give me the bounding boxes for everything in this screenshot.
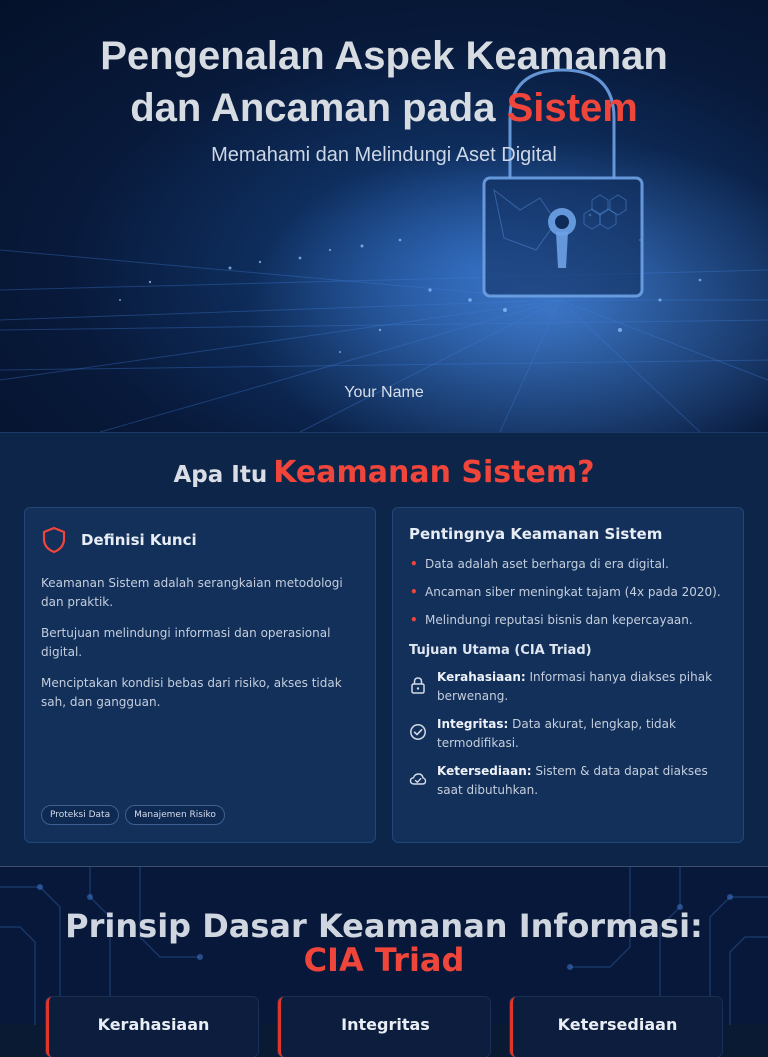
cia-card-label: Integritas [341, 1015, 430, 1034]
tag-list [41, 805, 225, 825]
cia-item-ketersediaan [409, 762, 727, 800]
lock-icon [409, 676, 427, 694]
definition-paragraph: Keamanan Sistem adalah serangkaian metodologi dan praktik. [41, 576, 343, 609]
definition-card-heading: Definisi Kunci [81, 531, 197, 549]
what-is-system-security-slide [0, 432, 768, 866]
tag-proteksi-data[interactable]: Proteksi Data [41, 805, 119, 825]
cia-triad-slide [0, 866, 768, 1034]
list-item: • Ancaman siber meningkat tajam (4x pada 2020). [410, 585, 721, 599]
definition-card-header [41, 526, 359, 554]
hero-subtitle: Memahami dan Melindungi Aset Digital [211, 144, 557, 166]
cia-term: Kerahasiaan: [437, 670, 526, 684]
shield-icon [41, 526, 67, 554]
tag-manajemen-risiko[interactable]: Manajemen Risiko [125, 805, 225, 825]
hero-title-line2 [0, 82, 768, 134]
author-name: Your Name [344, 384, 424, 401]
definition-paragraph: Bertujuan melindungi informasi dan operasional digital. [41, 626, 331, 659]
cia-card-ketersediaan [510, 997, 722, 1057]
section3-title-line1: Prinsip Dasar Keamanan Informasi: [65, 907, 703, 945]
cia-term: Integritas: [437, 717, 509, 731]
section3-title [0, 909, 768, 977]
cia-card-integritas [278, 997, 490, 1057]
bullet-dot-icon: • [410, 585, 418, 599]
cia-desc: Sistem & data dapat diakses saat dibutuhkan. [437, 764, 708, 797]
cia-triad-list [409, 668, 727, 800]
hero-title-line2-text: dan Ancaman pada [130, 86, 496, 130]
cia-card-kerahasiaan [46, 997, 258, 1057]
importance-bullet-list [409, 555, 727, 629]
check-circle-icon [409, 723, 427, 741]
section2-title-accent: Keamanan Sistem? [273, 455, 595, 490]
cia-card-label: Kerahasiaan [97, 1015, 210, 1034]
hero-title [0, 30, 768, 134]
definition-card [24, 507, 376, 843]
cia-item-kerahasiaan [409, 668, 727, 706]
importance-card [392, 507, 744, 843]
importance-card-heading: Pentingnya Keamanan Sistem [409, 525, 663, 543]
section2-title-pre: Apa Itu [173, 462, 268, 488]
section2-title [0, 455, 768, 490]
list-item: • Data adalah aset berharga di era digital. [410, 557, 669, 571]
cia-triad-heading: Tujuan Utama (CIA Triad) [409, 643, 592, 658]
cia-desc: Data akurat, lengkap, tidak termodifikasi. [437, 717, 676, 750]
hero-title-accent: Sistem [506, 86, 638, 130]
cia-card-label: Ketersediaan [557, 1015, 678, 1034]
definition-paragraph: Menciptakan kondisi bebas dari risiko, akses tidak sah, dan gangguan. [41, 676, 342, 709]
cia-desc: Informasi hanya diakses pihak berwenang. [437, 670, 713, 703]
cia-item-integritas [409, 715, 727, 753]
hero-slide [0, 0, 768, 432]
section3-title-accent: CIA Triad [303, 941, 465, 979]
cia-term: Ketersediaan: [437, 764, 532, 778]
hero-title-line1: Pengenalan Aspek Keamanan [100, 34, 668, 78]
cloud-check-icon [409, 770, 427, 788]
bullet-dot-icon: • [410, 557, 418, 571]
list-item: • Melindungi reputasi bisnis dan kepercayaan. [410, 613, 693, 627]
bullet-dot-icon: • [410, 613, 418, 627]
